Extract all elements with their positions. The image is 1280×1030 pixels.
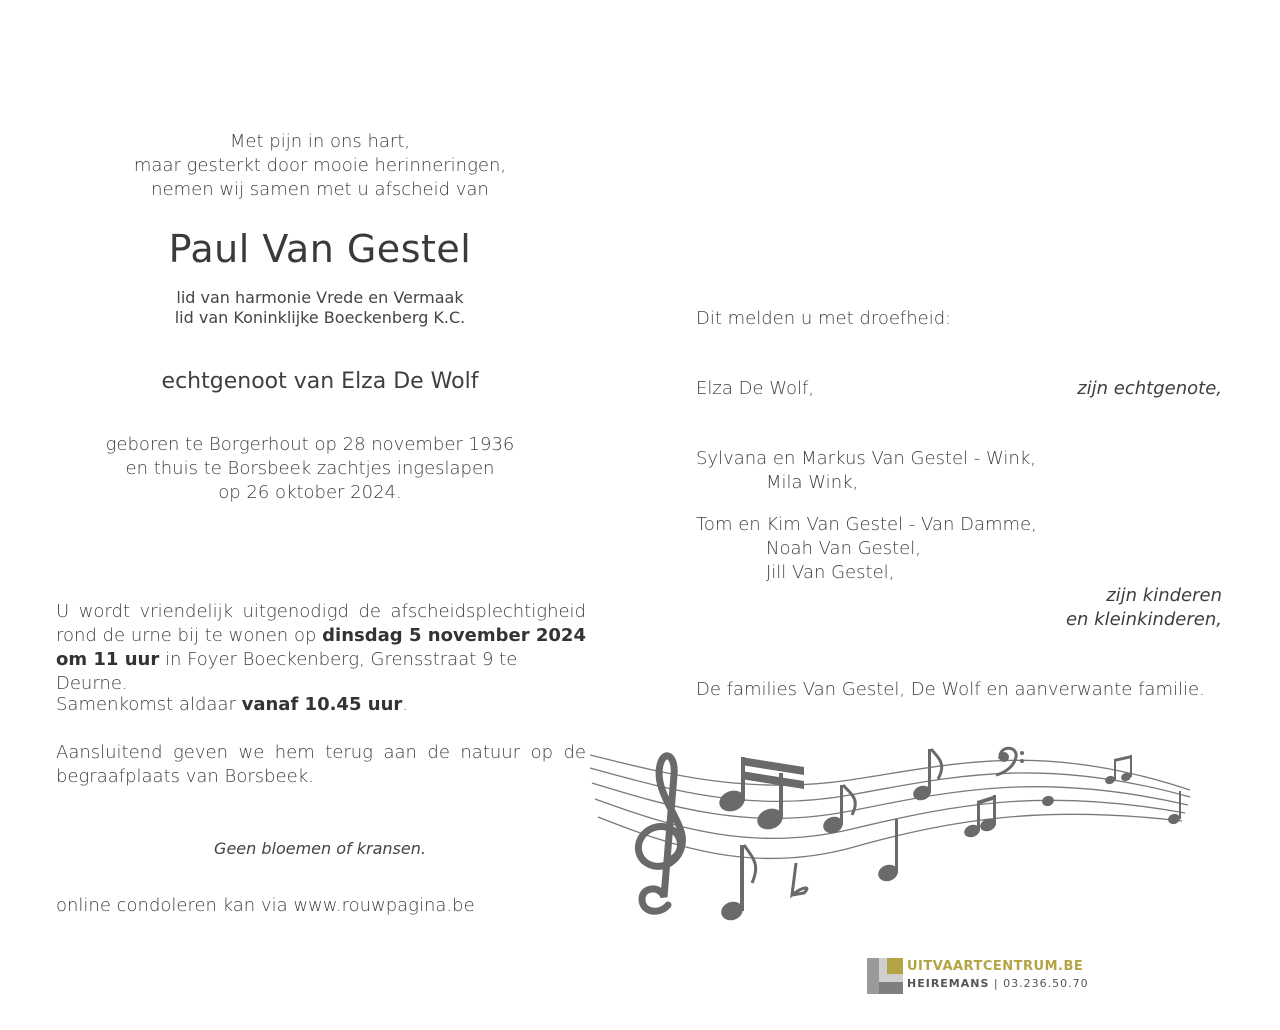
life-line: op 26 oktober 2024. bbox=[218, 482, 402, 503]
invitation-line: om 11 uur in Foyer Boeckenberg, Grensstraat 9 te Deurne. bbox=[56, 649, 518, 694]
gathering-time: vanaf 10.45 uur bbox=[241, 694, 403, 715]
family-child: Jill Van Gestel, bbox=[766, 562, 895, 583]
deceased-name: Paul Van Gestel bbox=[168, 227, 472, 271]
children-role bbox=[1000, 584, 1222, 632]
life-block bbox=[90, 433, 530, 505]
children-role-line: en kleinkinderen, bbox=[1065, 609, 1222, 630]
service-time: om 11 uur bbox=[56, 649, 160, 670]
family-child: Mila Wink, bbox=[766, 472, 859, 493]
logo-mark-icon bbox=[867, 958, 903, 994]
invitation-line: rond de urne bij te wonen op dinsdag 5 november 2024 bbox=[56, 625, 586, 646]
membership-line: lid van Koninklijke Boeckenberg K.C. bbox=[174, 308, 466, 327]
invitation-block bbox=[56, 600, 586, 696]
logo-divider: | bbox=[993, 977, 1004, 990]
spouse-line: echtgenoot van Elza De Wolf bbox=[161, 369, 479, 394]
burial-line: Aansluitend geven we hem terug aan de natuur op de bbox=[56, 742, 586, 763]
announce-line: Dit melden u met droefheid: bbox=[696, 308, 952, 329]
music-staff-icon bbox=[590, 735, 1200, 930]
spouse-name: Elza De Wolf, bbox=[696, 378, 815, 399]
family-parents: Tom en Kim Van Gestel - Van Damme, bbox=[696, 514, 1037, 535]
membership-line: lid van harmonie Vrede en Vermaak bbox=[176, 288, 464, 307]
no-flowers: Geen bloemen of kransen. bbox=[214, 839, 426, 858]
family-group-2 bbox=[696, 513, 1037, 585]
life-line: en thuis te Borsbeek zachtjes ingeslapen bbox=[125, 458, 495, 479]
logo-sub bbox=[907, 977, 1089, 990]
family-group-1 bbox=[696, 447, 1036, 495]
intro-block bbox=[110, 130, 530, 202]
intro-line: Met pijn in ons hart, bbox=[229, 131, 411, 152]
family-parents: Sylvana en Markus Van Gestel - Wink, bbox=[696, 448, 1036, 469]
children-role-line: zijn kinderen bbox=[1106, 585, 1222, 606]
intro-line: maar gesterkt door mooie herinneringen, bbox=[133, 155, 507, 176]
spouse-role: zijn echtgenote, bbox=[1077, 378, 1222, 399]
condolence-line: online condoleren kan via www.rouwpagina.be bbox=[56, 895, 475, 916]
gathering-line: Samenkomst aldaar vanaf 10.45 uur. bbox=[56, 694, 408, 715]
family-child: Noah Van Gestel, bbox=[766, 538, 921, 559]
burial-block bbox=[56, 741, 586, 789]
families-line: De families Van Gestel, De Wolf en aanverwante familie. bbox=[696, 679, 1205, 700]
memberships bbox=[110, 288, 530, 328]
logo-name: HEIREMANS bbox=[907, 977, 990, 990]
service-date: dinsdag 5 november 2024 bbox=[322, 625, 586, 646]
intro-line: nemen wij samen met u afscheid van bbox=[151, 179, 489, 200]
logo-phone: 03.236.50.70 bbox=[1003, 977, 1089, 990]
funeral-home-logo bbox=[867, 958, 1089, 994]
life-line: geboren te Borgerhout op 28 november 1936 bbox=[105, 434, 515, 455]
invitation-line: U wordt vriendelijk uitgenodigd de afscheidsplechtigheid bbox=[56, 601, 586, 622]
logo-brand: UITVAARTCENTRUM.BE bbox=[907, 959, 1084, 974]
burial-line: begraafplaats van Borsbeek. bbox=[56, 766, 314, 787]
